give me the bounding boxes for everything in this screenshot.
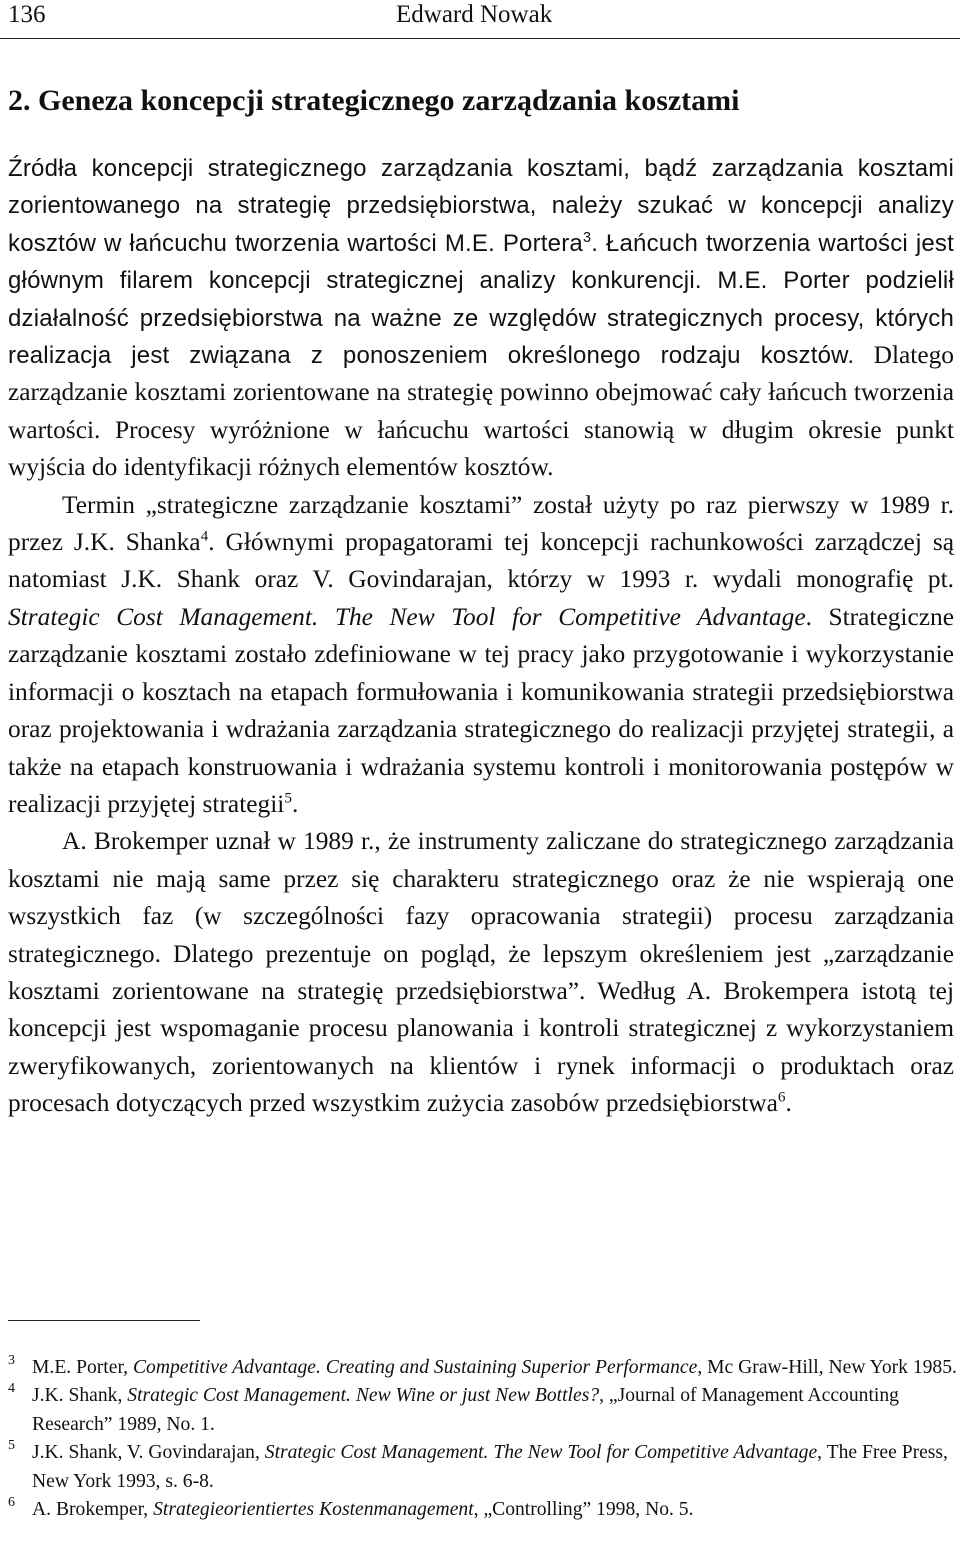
footnote-publisher: , „Controlling” 1998, No. 5. [473, 1499, 694, 1521]
paragraph-2-text-d: . [291, 789, 299, 818]
page-header [0, 0, 960, 40]
paragraph-2-text-c: . Strategiczne zarządzanie kosztami zostało zdefiniowane w tej pracy jako przygotowanie i wykorzystanie informacji o kosztach na etapach formułowania i komunikowania strategii przedsiębiorstwa oraz projektowania i wdrażania zarządzania strategicznego do realizacji przyjętej strategii, a także na etapach konstruowania i wdrażania systemu kontroli i monitorowania postępów w realizacji przyjętej strategii [8, 602, 954, 818]
header-rule [0, 38, 960, 39]
footnote-publisher: , „Journal of Management Accounting Research” 1989, No. 1. [32, 1385, 899, 1435]
paragraph-1 [8, 150, 954, 487]
footnote-title: Strategic Cost Management. The New Tool for Competitive Advantage [264, 1442, 818, 1464]
footnotes [8, 1354, 958, 1524]
footnote-ref-6: 6 [777, 1088, 786, 1106]
paragraph-3-text-b: . [785, 1089, 792, 1118]
footnote-publisher: , The Free Press, New York 1993, s. 6-8. [32, 1442, 948, 1492]
footnote-6 [8, 1496, 958, 1524]
footnote-number: 5 [8, 1438, 15, 1454]
paragraph-2-text-b: . Głównymi propagatorami tej koncepcji rachunkowości zarządczej są natomiast J.K. Shank oraz V. Govindarajan, którzy w 1993 r. wydali monografię pt. [8, 528, 954, 594]
paragraph-3-text-a: A. Brokemper uznał w 1989 r., że instrumenty zaliczane do strategicznego zarządzania kosztami nie mają same przez się charakteru strategicznego oraz że nie wspierają one wszystkich faz (w szczególności fazy opracowania strategii) procesu zarządzania strategicznego. Dlatego prezentuje on pogląd, że lepszym określeniem jest „zarządzanie kosztami zorientowane na strategię przedsiębiorstwa”. Według A. Brokempera istotą tej koncepcji jest wspomaganie procesu planowania i kontroli strategicznej z wykorzystaniem zweryfikowanych, zorientowanych na klientów i rynek informacji o produktach oraz procesach dotyczących przed wszystkim zużycia zasobów przedsiębiorstwa [8, 827, 954, 1118]
page-number: 136 [8, 1, 46, 28]
footnote-ref-4: 4 [200, 527, 209, 545]
paragraph-1-sans-text [8, 155, 954, 369]
footnote-author: J.K. Shank, [32, 1385, 128, 1407]
footnote-rule [8, 1320, 200, 1321]
section-title: 2. Geneza koncepcji strategicznego zarządzania kosztami [8, 84, 740, 117]
paragraph-2 [8, 487, 954, 824]
paragraph-1-text-a: Źródła koncepcji strategicznego zarządzania kosztami, bądź zarządzania kosztami zorientowanego na strategię przedsiębiorstwa, należy szukać w koncepcji analizy kosztów w łańcuchu tworzenia wartości M.E. Portera [8, 155, 954, 257]
footnote-ref-5: 5 [284, 789, 292, 807]
paragraph-1-text-c: Dlatego zarządzanie kosztami zorientowane na strategię powinno obejmować cały łańcuch tworzenia wartości. [8, 341, 954, 444]
footnote-3 [8, 1354, 958, 1382]
paragraph-2-text-a: Termin „strategiczne zarządzanie kosztami” został użyty po raz pierwszy w 1989 r. przez J.K. Shanka [8, 490, 954, 557]
footnote-title: Strategieorientiertes Kostenmanagement [153, 1499, 474, 1521]
footnote-5 [8, 1439, 958, 1496]
footnote-author: M.E. Porter, [32, 1357, 133, 1378]
paragraph-3 [8, 823, 954, 1122]
footnote-number: 6 [8, 1495, 15, 1511]
footnote-title: Competitive Advantage. Creating and Sustaining Superior Performance [132, 1357, 698, 1378]
paragraph-1-text-b: . Łańcuch tworzenia wartości jest głównym filarem koncepcji strategicznej analizy konkurencji. M.E. Porter podzielił działalność przedsiębiorstwa na ważne ze względów strategicznych procesy, których realizacja jest związana z ponoszeniem określonego rodzaju kosztów. [8, 229, 954, 370]
body-text [8, 150, 954, 1123]
footnote-number: 4 [8, 1381, 15, 1397]
footnote-publisher: , Mc Graw-Hill, New York 1985. [697, 1357, 957, 1378]
footnote-ref-3: 3 [582, 229, 592, 246]
book-title: Strategic Cost Management. The New Tool for Competitive Advantage [8, 602, 806, 631]
footnote-4 [8, 1382, 958, 1439]
footnote-number: 3 [8, 1353, 15, 1368]
running-head-author: Edward Nowak [396, 1, 553, 28]
footnote-author: A. Brokemper, [32, 1499, 154, 1521]
footnote-title: Strategic Cost Management. New Wine or just New Bottles? [127, 1385, 600, 1407]
paragraph-1-text-d: Procesy wyróżnione w łańcuchu wartości stanowią w długim okresie punkt wyjścia do identyfikacji różnych elementów kosztów. [8, 415, 954, 482]
footnote-author: J.K. Shank, V. Govindarajan, [32, 1442, 265, 1464]
